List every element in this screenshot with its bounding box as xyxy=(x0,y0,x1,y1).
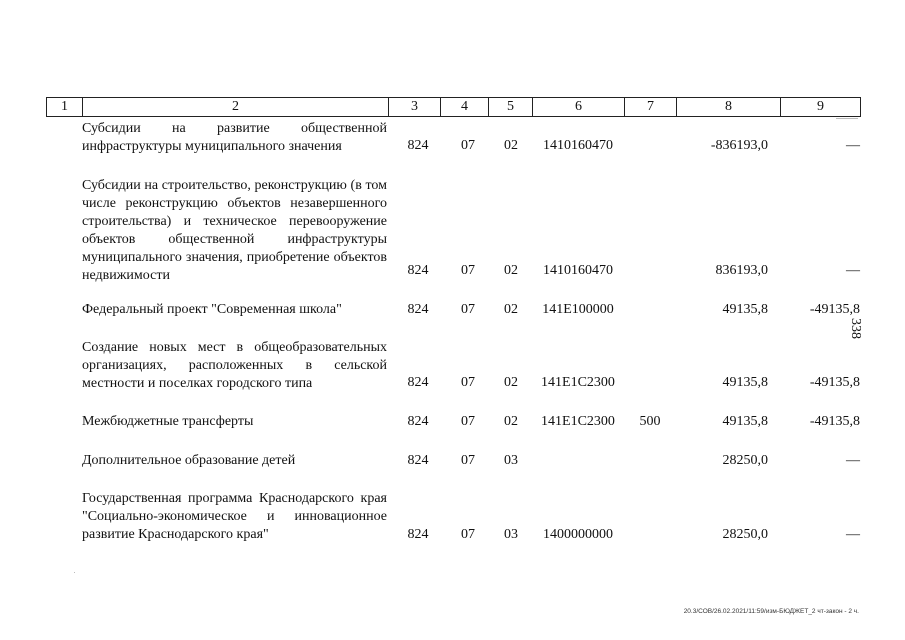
cell-col-5: 02 xyxy=(504,263,518,278)
row-description: Государственная программа Краснодарского края "Социально-экономическое и инновационное развитие Краснодарского края" xyxy=(82,491,387,542)
cell-col-8: 28250,0 xyxy=(722,453,768,468)
header-col-9: 9 xyxy=(817,99,824,114)
cell-col-9: -49135,8 xyxy=(809,375,860,390)
row-description: Субсидии на строительство, реконструкцию (в том числе реконструкцию объектов незавершенного строительства) и техническое перевооружение объектов общественной инфраструктуры муниципального значения, приобретение объектов недвижимости xyxy=(82,178,387,283)
cell-col-6: 1400000000 xyxy=(543,527,613,542)
scan-mark xyxy=(74,572,75,573)
header-col-8: 8 xyxy=(677,98,781,116)
cell-col-4: 07 xyxy=(461,138,475,153)
cell-col-9: — xyxy=(846,527,860,542)
cell-col-4: 07 xyxy=(461,527,475,542)
cell-col-5: 02 xyxy=(504,375,518,390)
cell-col-7: 500 xyxy=(639,414,661,429)
cell-col-9: -49135,8 xyxy=(809,414,860,429)
header-col-4: 4 xyxy=(441,98,489,116)
cell-col-5: 02 xyxy=(504,414,518,429)
cell-col-9: — xyxy=(846,453,860,468)
header-col-2: 2 xyxy=(83,98,389,116)
cell-col-6: 141E100000 xyxy=(542,302,614,317)
cell-col-5: 02 xyxy=(504,302,518,317)
scan-mark xyxy=(836,118,858,119)
header-col-7: 7 xyxy=(625,98,677,116)
page-number: 338 xyxy=(848,318,863,339)
cell-col-3: 824 xyxy=(407,263,429,278)
cell-col-5: 03 xyxy=(504,453,518,468)
cell-col-3: 824 xyxy=(407,414,429,429)
cell-col-9: -49135,8 xyxy=(809,302,860,317)
cell-col-8: 49135,8 xyxy=(722,375,768,390)
cell-col-8: 49135,8 xyxy=(722,414,768,429)
cell-col-9: — xyxy=(846,138,860,153)
cell-col-3: 824 xyxy=(407,375,429,390)
header-col-6: 6 xyxy=(533,98,625,116)
footer-stamp: 20.3/СОВ/26.02.2021/11:59/изм-БЮДЖЕТ_2 чт-закон - 2 ч. xyxy=(683,608,859,615)
cell-col-6: 141E1C2300 xyxy=(541,375,615,390)
cell-col-6: 1410160470 xyxy=(543,138,613,153)
row-description: Федеральный проект "Современная школа" xyxy=(82,302,342,317)
header-col-5: 5 xyxy=(489,98,533,116)
cell-col-5: 02 xyxy=(504,138,518,153)
row-description: Межбюджетные трансферты xyxy=(82,414,254,429)
cell-col-9: — xyxy=(846,263,860,278)
cell-col-8: 49135,8 xyxy=(722,302,768,317)
cell-col-4: 07 xyxy=(461,414,475,429)
row-description: Субсидии на развитие общественной инфраструктуры муниципального значения xyxy=(82,121,387,154)
cell-col-4: 07 xyxy=(461,302,475,317)
table-header-row xyxy=(46,97,861,117)
header-col-1: 1 xyxy=(47,98,83,116)
cell-col-4: 07 xyxy=(461,263,475,278)
cell-col-3: 824 xyxy=(407,453,429,468)
cell-col-3: 824 xyxy=(407,138,429,153)
cell-col-3: 824 xyxy=(407,527,429,542)
row-description: Дополнительное образование детей xyxy=(82,453,296,468)
cell-col-3: 824 xyxy=(407,302,429,317)
cell-col-8: -836193,0 xyxy=(710,138,768,153)
cell-col-8: 28250,0 xyxy=(722,527,768,542)
cell-col-5: 03 xyxy=(504,527,518,542)
row-description: Создание новых мест в общеобразовательных организациях, расположенных в сельской местности и поселках городского типа xyxy=(82,340,387,391)
cell-col-4: 07 xyxy=(461,453,475,468)
cell-col-6: 1410160470 xyxy=(543,263,613,278)
cell-col-4: 07 xyxy=(461,375,475,390)
cell-col-8: 836193,0 xyxy=(715,263,768,278)
header-col-3: 3 xyxy=(389,98,441,116)
cell-col-6: 141E1C2300 xyxy=(541,414,615,429)
